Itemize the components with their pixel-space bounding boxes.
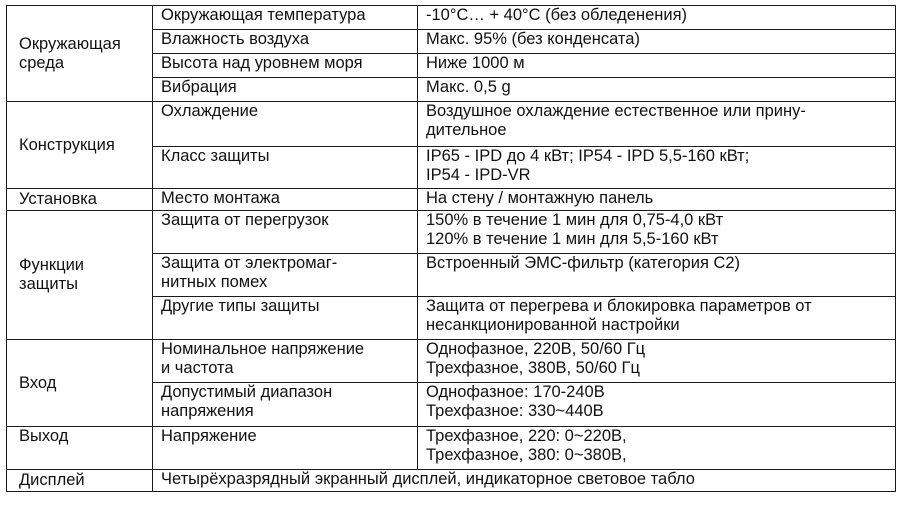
parameter-name: Влажность воздуха xyxy=(153,30,418,54)
specifications-table xyxy=(6,5,896,492)
parameter-value: Однофазное, 220В, 50/60 Гц Трехфазное, 380В, 50/60 Гц xyxy=(418,340,896,383)
parameter-name: Допустимый диапазон напряжения xyxy=(153,383,418,427)
parameter-value: Воздушное охлаждение естественное или прину- дительное xyxy=(418,102,896,147)
group-label: Дисплей xyxy=(7,470,153,492)
parameter-name: Напряжение xyxy=(153,427,418,470)
group-label: Конструкция xyxy=(7,102,153,189)
parameter-value: Трехфазное, 220: 0~220В, Трехфазное, 380: 0~380В, xyxy=(418,427,896,470)
table-row xyxy=(7,340,896,383)
parameter-value: 150% в течение 1 мин для 0,75-4,0 кВт 120% в течение 1 мин для 5,5-160 кВт xyxy=(418,211,896,254)
parameter-name: Класс защиты xyxy=(153,147,418,189)
parameter-name: Защита от перегрузок xyxy=(153,211,418,254)
table-row xyxy=(7,189,896,211)
group-label: Выход xyxy=(7,427,153,470)
group-label: Окружающая среда xyxy=(7,6,153,102)
parameter-value: Ниже 1000 м xyxy=(418,54,896,78)
parameter-name: Место монтажа xyxy=(153,189,418,211)
parameter-name: Другие типы защиты xyxy=(153,297,418,340)
parameter-name: Охлаждение xyxy=(153,102,418,147)
parameter-name: Защита от электромаг- нитных помех xyxy=(153,254,418,297)
parameter-value: На стену / монтажную панель xyxy=(418,189,896,211)
parameter-name: Окружающая температура xyxy=(153,6,418,30)
parameter-value: Защита от перегрева и блокировка параметров от несанкционированной настройки xyxy=(418,297,896,340)
parameter-value: Встроенный ЭМС-фильтр (категория С2) xyxy=(418,254,896,297)
table-row xyxy=(7,6,896,30)
parameter-value: Четырёхразрядный экранный дисплей, индикаторное световое табло xyxy=(153,470,896,492)
parameter-value: Однофазное: 170-240В Трехфазное: 330~440В xyxy=(418,383,896,427)
table-row xyxy=(7,470,896,492)
table-row xyxy=(7,102,896,147)
parameter-name: Вибрация xyxy=(153,78,418,102)
table-row xyxy=(7,427,896,470)
group-label: Установка xyxy=(7,189,153,211)
parameter-value: Макс. 0,5 g xyxy=(418,78,896,102)
parameter-name: Номинальное напряжение и частота xyxy=(153,340,418,383)
group-label: Функции защиты xyxy=(7,211,153,340)
parameter-value: -10°C… + 40°C (без обледенения) xyxy=(418,6,896,30)
parameter-name: Высота над уровнем моря xyxy=(153,54,418,78)
group-label: Вход xyxy=(7,340,153,427)
table-row xyxy=(7,211,896,254)
parameter-value: IP65 - IPD до 4 кВт; IP54 - IPD 5,5-160 кВт; IP54 - IPD-VR xyxy=(418,147,896,189)
parameter-value: Макс. 95% (без конденсата) xyxy=(418,30,896,54)
